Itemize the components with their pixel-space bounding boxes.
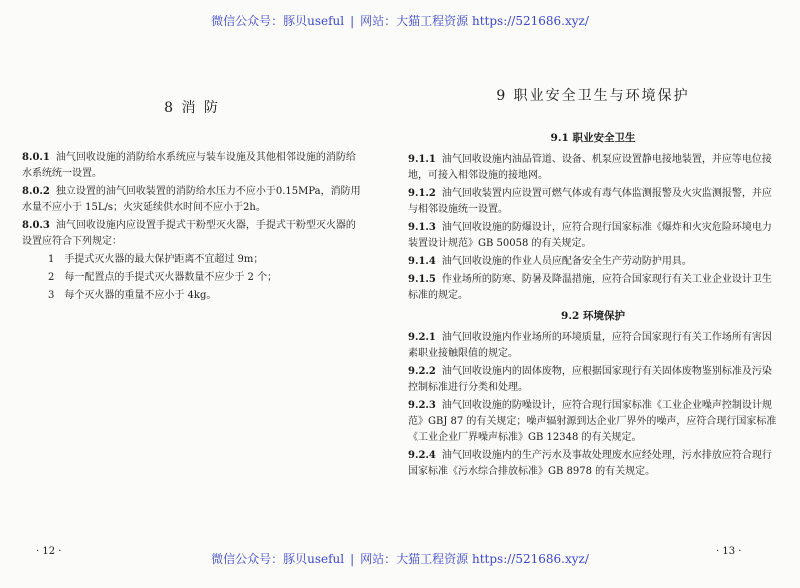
page-number-left: · 12 · bbox=[36, 546, 62, 557]
chapter-title: 9 职业安全卫生与环境保护 bbox=[496, 88, 690, 104]
item-number: 3 bbox=[48, 290, 55, 301]
item-text: 手提式灭火器的最大保护距离不宜超过 9m； bbox=[64, 254, 264, 265]
clause-number: 8.0.3 bbox=[22, 220, 50, 231]
clause-number: 9.1.1 bbox=[408, 154, 436, 165]
clause-number: 9.1.3 bbox=[408, 222, 436, 233]
clause bbox=[22, 150, 362, 182]
clause bbox=[408, 220, 778, 252]
clause-text: 油气回收设施的消防给水系统应与装车设施及其他相邻设施的消防给水系统统一设置。 bbox=[22, 152, 356, 179]
watermark-site: 网站：大猫工程资源 https://521686.xyz/ bbox=[360, 14, 589, 28]
page-number-right: · 13 · bbox=[716, 546, 742, 557]
clause-number: 9.1.4 bbox=[408, 256, 436, 267]
clause-text: 油气回收设施内的生产污水及事故处理废水应经处理，污水排放应符合现行国家标准《污水综合排放标准》GB 8978 的有关规定。 bbox=[408, 450, 772, 477]
watermark-bottom bbox=[0, 550, 800, 567]
clause-number: 9.2.1 bbox=[408, 332, 436, 343]
chapter-title: 8 消 防 bbox=[164, 100, 220, 116]
list-item bbox=[22, 252, 362, 268]
clause bbox=[408, 254, 778, 270]
watermark-wechat: 微信公众号：豚贝useful bbox=[211, 552, 345, 566]
clause-text: 油气回收设施的作业人员应配备安全生产劳动防护用具。 bbox=[441, 256, 692, 267]
clause bbox=[408, 152, 778, 184]
clause bbox=[408, 448, 778, 480]
item-number: 2 bbox=[48, 272, 55, 283]
section-title: 9.2 环境保护 bbox=[561, 310, 625, 322]
clause-number: 9.2.4 bbox=[408, 450, 436, 461]
section-title: 9.1 职业安全卫生 bbox=[550, 132, 636, 144]
right-page bbox=[408, 88, 778, 482]
watermark-separator: | bbox=[350, 552, 355, 566]
clause-text: 作业场所的防寒、防暑及降温措施，应符合国家现行有关工业企业设计卫生标准的规定。 bbox=[408, 274, 772, 301]
clause-number: 9.1.5 bbox=[408, 274, 436, 285]
watermark-site: 网站：大猫工程资源 https://521686.xyz/ bbox=[360, 552, 589, 566]
clause-text: 油气回收设施内油品管道、设备、机泵应设置静电接地装置，并应等电位接地，可接入相邻设施的接地网。 bbox=[408, 154, 772, 181]
clause bbox=[408, 330, 778, 362]
item-text: 每一配置点的手提式灭火器数量不应少于 2 个； bbox=[64, 272, 278, 283]
clause-text: 油气回收设施内应设置手提式干粉型灭火器，手提式干粉型灭火器的设置应符合下列规定： bbox=[22, 220, 356, 247]
clause-text: 油气回收装置内应设置可燃气体或有毒气体监测报警及火灾监测报警，并应与相邻设施统一设置。 bbox=[408, 188, 772, 215]
clause-text: 独立设置的油气回收装置的消防给水压力不应小于0.15MPa，消防用水量不应小于 15L/s；火灾延续供水时间不应小于2h。 bbox=[22, 186, 361, 213]
watermark-separator: | bbox=[350, 14, 355, 28]
watermark-wechat: 微信公众号：豚贝useful bbox=[211, 14, 345, 28]
clause-text: 油气回收设施的防爆设计，应符合现行国家标准《爆炸和火灾危险环境电力装置设计规范》GB 50058 的有关规定。 bbox=[408, 222, 772, 249]
left-page bbox=[22, 100, 362, 306]
item-number: 1 bbox=[48, 254, 55, 265]
clause-text: 油气回收设施内的固体废物，应根据国家现行有关固体废物鉴别标准及污染控制标准进行分类和处理。 bbox=[408, 366, 772, 393]
clause bbox=[408, 398, 778, 446]
clause bbox=[408, 272, 778, 304]
clause-text: 油气回收设施的防噪设计，应符合现行国家标准《工业企业噪声控制设计规范》GBJ 87 的有关规定；噪声辐射源到达企业厂界外的噪声，应符合现行国家标准《工业企业厂界噪声标准》GB 12348 的有关规定。 bbox=[408, 400, 777, 443]
clause-number: 8.0.2 bbox=[22, 186, 50, 197]
clause bbox=[22, 184, 362, 216]
clause bbox=[408, 364, 778, 396]
list-item bbox=[22, 270, 362, 286]
clause-number: 8.0.1 bbox=[22, 152, 50, 163]
list-item bbox=[22, 288, 362, 304]
clause-number: 9.1.2 bbox=[408, 188, 436, 199]
clause-number: 9.2.2 bbox=[408, 366, 436, 377]
clause bbox=[408, 186, 778, 218]
item-text: 每个灭火器的重量不应小于 4kg。 bbox=[64, 290, 217, 301]
clause-text: 油气回收设施内作业场所的环境质量，应符合国家现行有关工作场所有害因素职业接触限值的规定。 bbox=[408, 332, 772, 359]
watermark-top bbox=[0, 12, 800, 29]
clause bbox=[22, 218, 362, 250]
clause-number: 9.2.3 bbox=[408, 400, 436, 411]
